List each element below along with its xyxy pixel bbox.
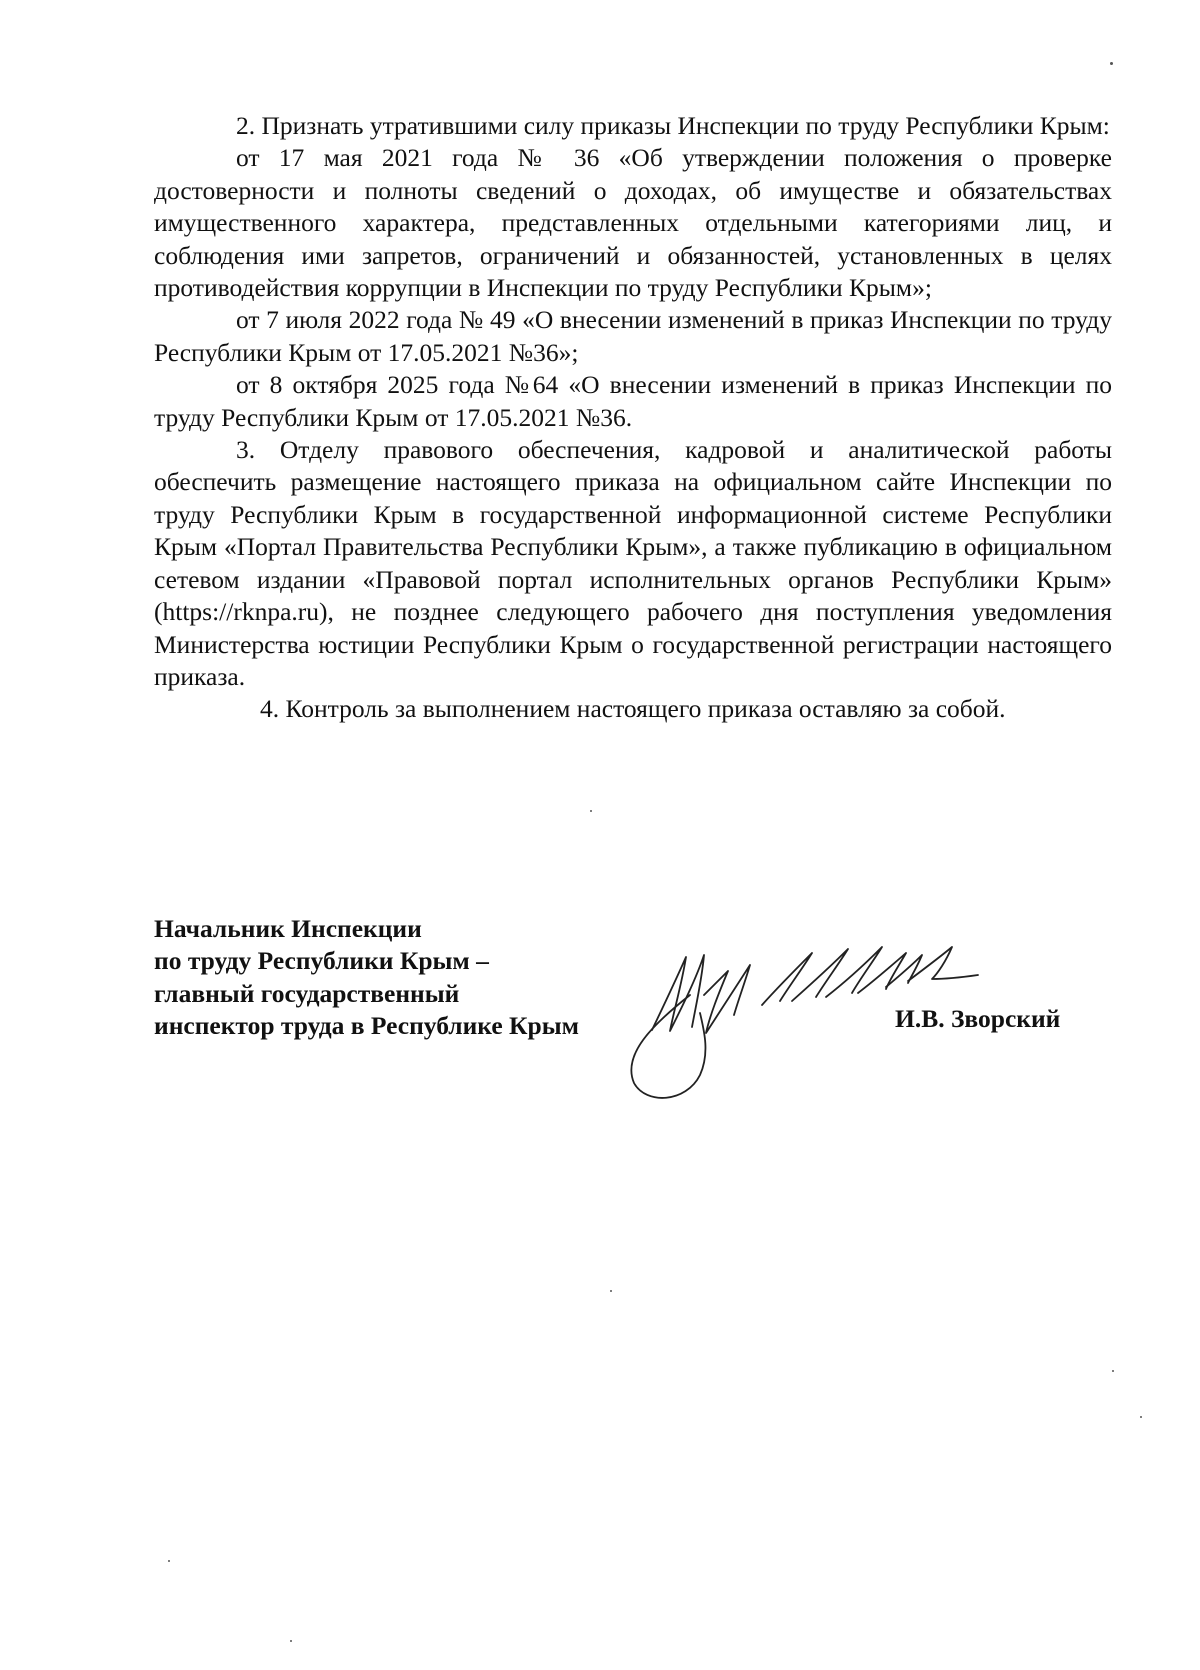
position-line: главный государственный <box>154 978 460 1008</box>
scan-speck <box>1112 1370 1114 1372</box>
clause-2-paragraph: 2. Признать утратившими силу приказы Инспекции по труду Республики Крым: <box>236 111 1110 140</box>
scan-speck <box>168 1560 170 1562</box>
scan-speck <box>610 1290 612 1292</box>
position-line: инспектор труда в Республике Крым <box>154 1011 580 1041</box>
scan-speck <box>1140 1416 1142 1418</box>
revoked-order-2025-paragraph: от 8 октября 2025 года №64 «О внесении изменений в приказ Инспекции по труду Республики Крым от 17.05.2021 №36. <box>154 370 1112 432</box>
revoked-order-2021-paragraph: от 17 мая 2021 года № 36 «Об утверждении положения о проверке достоверности и полноты сведений о доходах, об имуществе и обязательствах имущественного характера, представленных отдельными категориями лиц, и соблюдения ими запретов, ограничений и обязанностей, установленных в целях противодействия коррупции в Инспекции по труду Республики Крым»; <box>154 143 1112 303</box>
position-line: по труду Республики Крым – <box>154 946 489 976</box>
position-line: Начальник Инспекции <box>154 914 422 943</box>
revoked-order-2022-paragraph: от 7 июля 2022 года № 49 «О внесении изменений в приказ Инспекции по труду Республики Крым от 17.05.2021 №36»; <box>154 305 1112 367</box>
signer-name: И.В. Зворский <box>895 1004 1061 1033</box>
clause-4-paragraph: 4. Контроль за выполнением настоящего приказа оставляю за собой. <box>260 694 1006 724</box>
scan-speck <box>290 1640 292 1642</box>
document-body <box>154 110 1112 726</box>
scan-speck <box>590 810 592 812</box>
scan-speck <box>1110 62 1113 65</box>
clause-3-paragraph: 3. Отделу правового обеспечения, кадровой и аналитической работы обеспечить размещение настоящего приказа на официальном сайте Инспекции по труду Республики Крым в государственной информационной системе Республики Крым «Портал Правительства Республики Крым», а также публикацию в официальном сетевом издании «Правовой портал исполнительных органов Республики Крым» (https://rknpa.ru), не позднее следующего рабочего дня поступления уведомления Министерства юстиции Республики Крым о государственной регистрации настоящего приказа. <box>154 435 1112 691</box>
